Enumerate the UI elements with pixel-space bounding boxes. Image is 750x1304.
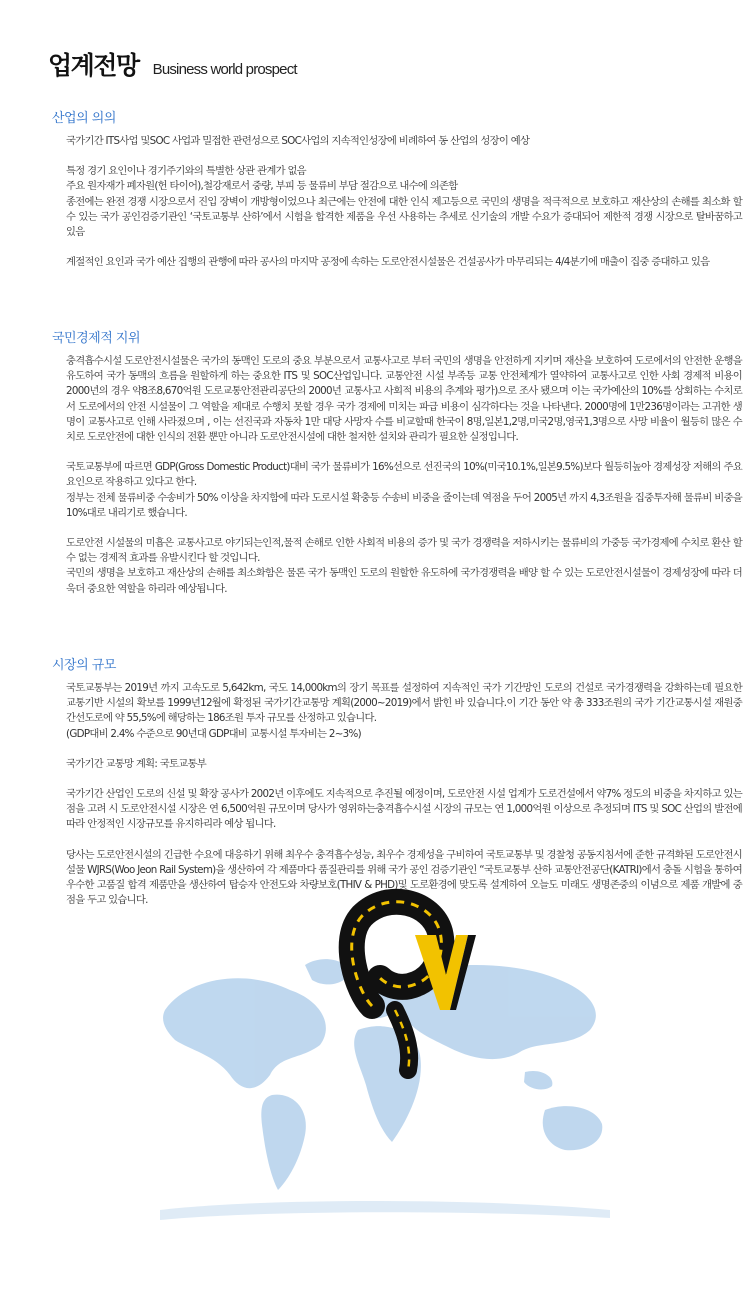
section-body	[52, 681, 742, 908]
paragraph	[66, 757, 742, 772]
paragraph-line: 정부는 전체 물류비중 수송비가 50% 이상을 차지함에 따라 도로시설 확충등 수송비 비중을 줄이는데 역점을 두어 2005년 까지 4,3조원을 집중투자해 물류비 비중을 10%대로 내리기로 했습니다.	[66, 491, 742, 519]
paragraph-line: 계절적인 요인과 국가 예산 집행의 관행에 따라 공사의 마지막 공정에 속하는 도로안전시설물은 건설공사가 마무리되는 4/4분기에 매출이 집중 증대하고 있음	[66, 256, 710, 269]
paragraph-line: 국가기간 산업인 도로의 신설 및 확장 공사가 2002년 이후에도 지속적으로 추진될 예정이며, 도로안전 시설 업계가 도로건설에서 약7% 정도의 비중을 차지하고 있는 점을 고려 시 도로안전시설 시장은 연 6,500억원 규모이며 당사가 영위하는충격흡수시설 시장의 규모는 연 1,000억원 이상으로 추정되며 ITS 및 SOC 산업의 발전에 따라 안정적인 시장규모를 유지하리라 예상 됩니다.	[66, 788, 742, 831]
paragraph-line: 국민의 생명을 보호하고 재산상의 손해를 최소화함은 물론 국가 동맥인 도로의 원할한 유도하에 국가경쟁력을 배양 할 수 있는 도로안전시설물이 경제성장에 따라 더욱더 중요한 역할을 하리라 예상됩니다.	[66, 567, 742, 595]
paragraph-line: 주요 원자재가 폐자원(헌 타이어),철강재로서 중량, 부피 등 물류비 부담 절감으로 내수에 의존함	[66, 180, 458, 193]
section-body	[52, 134, 742, 270]
paragraph-line: 국토교통부는 2019년 까지 고속도로 5,642km, 국도 14,000km의 장기 목표를 설정하여 지속적인 국가 기간망인 도로의 건설로 국가경쟁력을 강화하는데 필요한 교통기반 시설의 확보를 1999년12월에 확정된 국가기간교통망 계획(2000~2019)에서 밝힌 바 있습니다.이 기간 동안 약 총 333조원의 국가 기간교통시설 재원중 간선도로에 약 55,5%에 해당하는 186조원 투자 규모를 산정하고 있습니다.	[66, 682, 742, 725]
section-national-economy-status	[52, 327, 742, 612]
paragraph-line: 국가기간 교통망 계획: 국토교통부	[66, 757, 206, 770]
paragraph-line: 국토교통부에 따르면 GDP(Gross Domestic Product)대비 국가 물류비가 16%선으로 선진국의 10%(미국10.1%,일본9.5%)보다 월등히높아 경제성장 저해의 주요 요인으로 작용하고 있다고 한다.	[66, 461, 742, 489]
paragraph	[66, 255, 742, 270]
paragraph-line: (GDP대비 2.4% 수준으로 90년대 GDP대비 교통시설 투자비는 2~3%)	[66, 727, 361, 740]
paragraph	[66, 787, 742, 833]
section-title: 국민경제적 지위	[52, 331, 141, 346]
page-title: 업계전망	[48, 51, 139, 80]
paragraph	[66, 164, 742, 240]
paragraph	[66, 460, 742, 521]
paragraph	[66, 536, 742, 597]
section-title: 산업의 의의	[52, 111, 116, 126]
paragraph	[66, 681, 742, 742]
world-map-icon	[0, 880, 750, 1300]
page-header	[48, 46, 297, 82]
paragraph	[66, 354, 742, 445]
logo-area	[0, 880, 750, 1300]
paragraph-line: 충격흡수시설 도로안전시설물은 국가의 동맥인 도로의 중요 부분으로서 교통사고로 부터 국민의 생명을 안전하게 지키며 재산을 보호하여 도로에서의 안전한 운행을 유도하여 국가 동맥의 흐름을 원할하게 하는 중요한 ITS 및 SOC산업입니다. 교통안전 시설 부족등 교통 안전체계가 열약하여 교통사고로 인한 사회 경제적 비용이 2000년의 경우 약8조8,670억원 도로교통안전관리공단의 2000년 교통사고 사회적 비용의 추계와 평가)으로 조사 됐으며 이는 국가예산의 10%를 상회하는 수치로서 도로에서의 안전 시설물이 그 역할을 제대로 수행치 못할 경우 국가 경제에 미치는 파급 비용이 심각하다는 것을 나타낸다. 2000명에 1만236명이라는 고귀한 생명이 교통사고로 인해 사라졌으며 , 이는 선진국과 자동차 1만 대당 사망자 수를 비교할때 한국이 8명,일본1,2명,미국2명,영국1,3명으로 사망 비율이 월등히 많은 수치로 도로안전에 대한 인식의 전환 뿐만 아니라 도로안전시설에 대한 철저한 설치와 관리가 필요한 실정입니다.	[66, 355, 742, 444]
paragraph-line: 도로안전 시설물의 미흡은 교통사고로 야기되는인적,물적 손해로 인한 사회적 비용의 증가 및 국가 경쟁력을 저하시키는 물류비의 가중등 국가경제에 수치로 환산 할 수 없는 경제적 효과를 유발시킨다 할 것입니다.	[66, 537, 742, 565]
page-subtitle: Business world prospect	[152, 61, 297, 78]
section-industry-significance	[52, 107, 742, 285]
paragraph	[66, 134, 742, 149]
paragraph-line: 당사는 도로안전시설의 긴급한 수요에 대응하기 위해 최우수 충격흡수성능, 최우수 경제성을 구비하여 국토교통부 및 경찰청 공동지침서에 준한 규격화된 도로안전시설물 WJRS(Woo Jeon Rail System)을 생산하여 각 제품마다 품질관리를 위해 국가 공인 검증기관인 “국토교통부 산하 교통안전공단(KATRI)에서 충돌 시험을 통하여 우수한 고품질 합격 제품만을 생산하여 탑승자 안전도와 차량보호(THIV & PHD)및 도로환경에 맞도록 설계하여 오늘도 미래도 생명존중의 이념으로 제품 개발에 중점을 두고 있습니다.	[66, 848, 742, 907]
paragraph-line: 특정 경기 요인이나 경기주기와의 특별한 상관 관계가 없음	[66, 165, 306, 178]
paragraph-line: 종전에는 완전 경쟁 시장으로서 진입 장벽이 개방형이었으나 최근에는 안전에 대한 인식 제고등으로 국민의 생명을 적극적으로 보호하고 재산상의 손해를 최소화 할 수 있는 국가 공인검증기관인 ‘국토교통부 산하’에서 시험을 합격한 제품을 우선 사용하는 추세로 신기술의 개발 수요가 증대되어 제한적 경쟁 시장으로 탈바꿈하고 있음	[66, 195, 742, 239]
section-title: 시장의 규모	[52, 658, 116, 673]
section-body	[52, 354, 742, 597]
paragraph-line: 국가기간 ITS사업 및SOC 사업과 밀접한 관련성으로 SOC사업의 지속적인성장에 비례하여 동 산업의 성장이 예상	[66, 135, 530, 147]
